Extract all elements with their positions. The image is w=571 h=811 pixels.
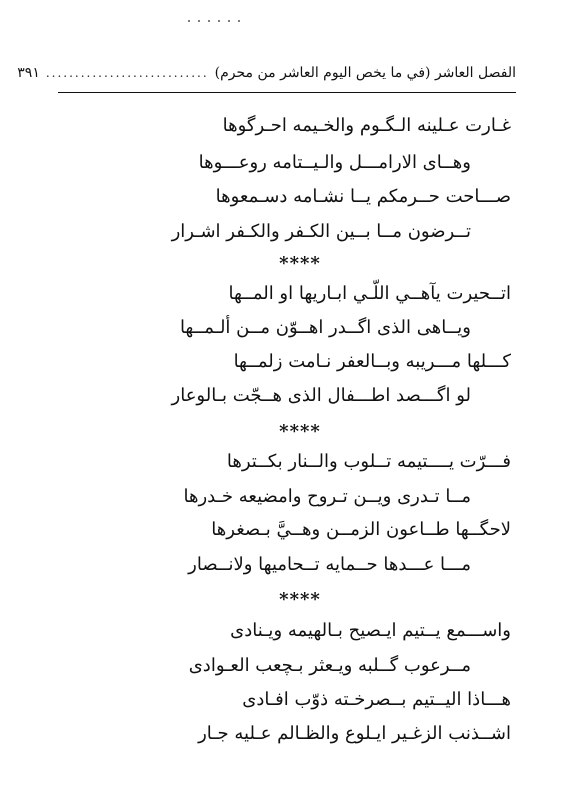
verse-line: مـــا عـــدها حــمايه تــحاميها ولانــصار bbox=[188, 554, 471, 575]
header-rule bbox=[58, 92, 516, 93]
verse-line: اتــحيرت يآهــي اللّـي ابـاريها او المــها bbox=[228, 283, 511, 304]
verse-line: مــا تـدرى ويــن تـروح وامضيعه خـدرها bbox=[183, 486, 471, 507]
verse-line: تــرضون مــا بــين الكـفر والكـفر اشـرار bbox=[171, 221, 471, 242]
stanza-separator: **** bbox=[279, 421, 321, 442]
stanza-separator: **** bbox=[279, 589, 321, 610]
verse-line: لو اگـــصد اطـــفال الذى هــجّت بـالوعار bbox=[171, 385, 471, 406]
running-header bbox=[17, 62, 516, 84]
verse-line: اشــذنب الزغـير ايـلوع والظـالم عـليه جـار bbox=[198, 723, 511, 744]
verse-line: هـــاذا اليــتيم بــصرخـته ذوّب افـادى bbox=[242, 689, 511, 710]
scan-specks bbox=[170, 20, 240, 24]
verse-line: مــرعوب گــلبه ويـعثر بـچعب العـوادى bbox=[188, 655, 471, 676]
verse-line: ويــاهى الذى اگــدر اهــوّن مــن ألـمــها bbox=[179, 317, 471, 338]
verse-line: كـــلها مـــريبه وبــالعفر نـامت زلمــها bbox=[233, 351, 511, 372]
page-number: ٣٩١ bbox=[17, 65, 40, 81]
verse-line: وهــاى الارامـــل والـيــتامه روعـــوها bbox=[198, 152, 471, 173]
stanza-separator: **** bbox=[279, 253, 321, 274]
verse-line: فـــرّت يــــتيمه تــلوب والــنار بكــترها bbox=[226, 451, 511, 472]
dot-leader: ............................ bbox=[45, 66, 209, 80]
verse-line: واســـمع يــتيم ايـصيح بـالهيمه ويـنادى bbox=[230, 620, 511, 641]
verse-line: صـــاحت حــرمكم يــا نشـامه دسـمعوها bbox=[215, 186, 511, 207]
verse-line: غـارت عـلينه الـگـوم والخـيمه احـرگوها bbox=[222, 115, 511, 136]
chapter-title: الفصل العاشر (في ما يخص اليوم العاشر من محرم) bbox=[214, 65, 516, 81]
verse-line: لاحگــها طــاعون الزمــن وهــيَّ بـصغرها bbox=[211, 519, 511, 540]
